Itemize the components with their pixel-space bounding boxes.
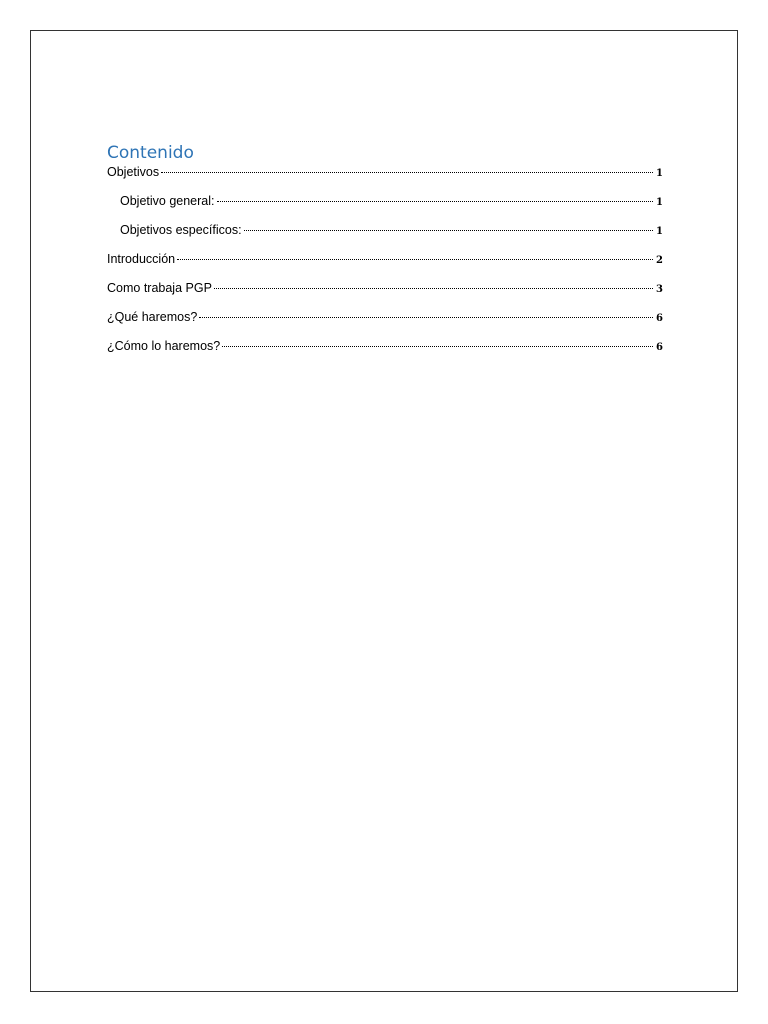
- toc-dot-leader: [177, 247, 653, 260]
- toc-entry-label: Introducción: [107, 252, 176, 266]
- toc-entry-objetivos-especificos[interactable]: [107, 221, 663, 239]
- toc-entry-label: Como trabaja PGP: [107, 281, 212, 295]
- document-page: [30, 30, 738, 992]
- toc-entry-como-lo-haremos[interactable]: [107, 337, 663, 355]
- toc-entry-que-haremos[interactable]: [107, 308, 663, 326]
- table-of-contents: [107, 141, 663, 355]
- toc-page-number: 1: [656, 197, 663, 208]
- toc-title: Contenido: [107, 143, 194, 163]
- toc-entry-label: Objetivos: [107, 165, 160, 179]
- toc-dot-leader: [199, 305, 653, 318]
- toc-dot-leader: [161, 160, 653, 173]
- toc-page-number: 2: [656, 255, 663, 266]
- toc-entry-como-trabaja-pgp[interactable]: [107, 279, 663, 297]
- toc-entry-label: Objetivo general:: [120, 194, 215, 208]
- toc-page-number: 3: [656, 284, 663, 295]
- toc-page-number: 1: [656, 168, 663, 179]
- toc-dot-leader: [244, 218, 653, 231]
- toc-entry-introduccion[interactable]: [107, 250, 663, 268]
- toc-entry-objetivos[interactable]: [107, 163, 663, 181]
- toc-dot-leader: [217, 189, 653, 202]
- toc-entry-label: ¿Qué haremos?: [107, 310, 198, 324]
- toc-page-number: 6: [656, 313, 663, 324]
- toc-entry-label: Objetivos específicos:: [120, 223, 242, 237]
- toc-entry-label: ¿Cómo lo haremos?: [107, 339, 221, 353]
- toc-dot-leader: [222, 334, 653, 347]
- toc-dot-leader: [214, 276, 653, 289]
- toc-entry-objetivo-general[interactable]: [107, 192, 663, 210]
- toc-page-number: 6: [656, 342, 663, 353]
- toc-page-number: 1: [656, 226, 663, 237]
